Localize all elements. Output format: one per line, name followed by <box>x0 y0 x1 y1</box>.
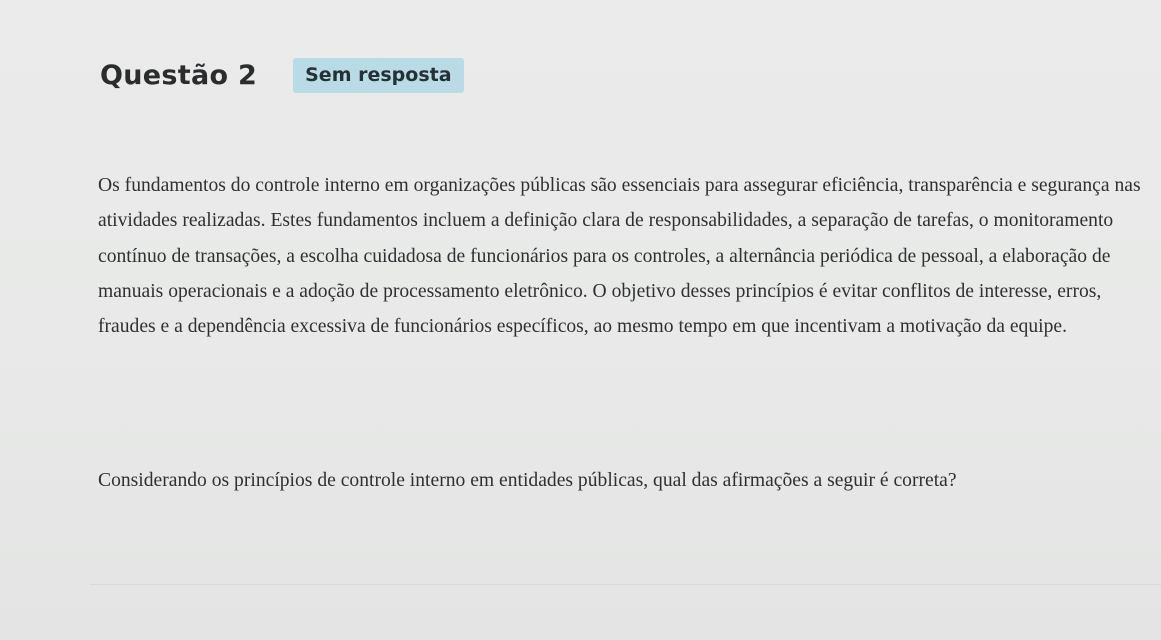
question-statement-container <box>98 168 1153 344</box>
question-prompt: Considerando os princípios de controle interno em entidades públicas, qual das afirmações a seguir é correta? <box>98 470 957 491</box>
question-statement: Os fundamentos do controle interno em organizações públicas são essenciais para assegurar eficiência, transparência e segurança nas atividades realizadas. Estes fundamentos incluem a definição clara de responsabilidades, a separação de tarefas, o monitoramento contínuo de transações, a escolha cuidadosa de funcionários para os controles, a alternância periódica de pessoal, a elaboração de manuais operacionais e a adoção de processamento eletrônico. O objetivo desses princípios é evitar conflitos de interesse, erros, fraudes e a dependência excessiva de funcionários específicos, ao mesmo tempo em que incentivam a motivação da equipe. <box>98 175 1141 338</box>
status-badge: Sem resposta <box>293 58 463 93</box>
question-title: Questão 2 <box>100 60 258 91</box>
question-header <box>100 58 464 93</box>
divider <box>90 584 1161 585</box>
